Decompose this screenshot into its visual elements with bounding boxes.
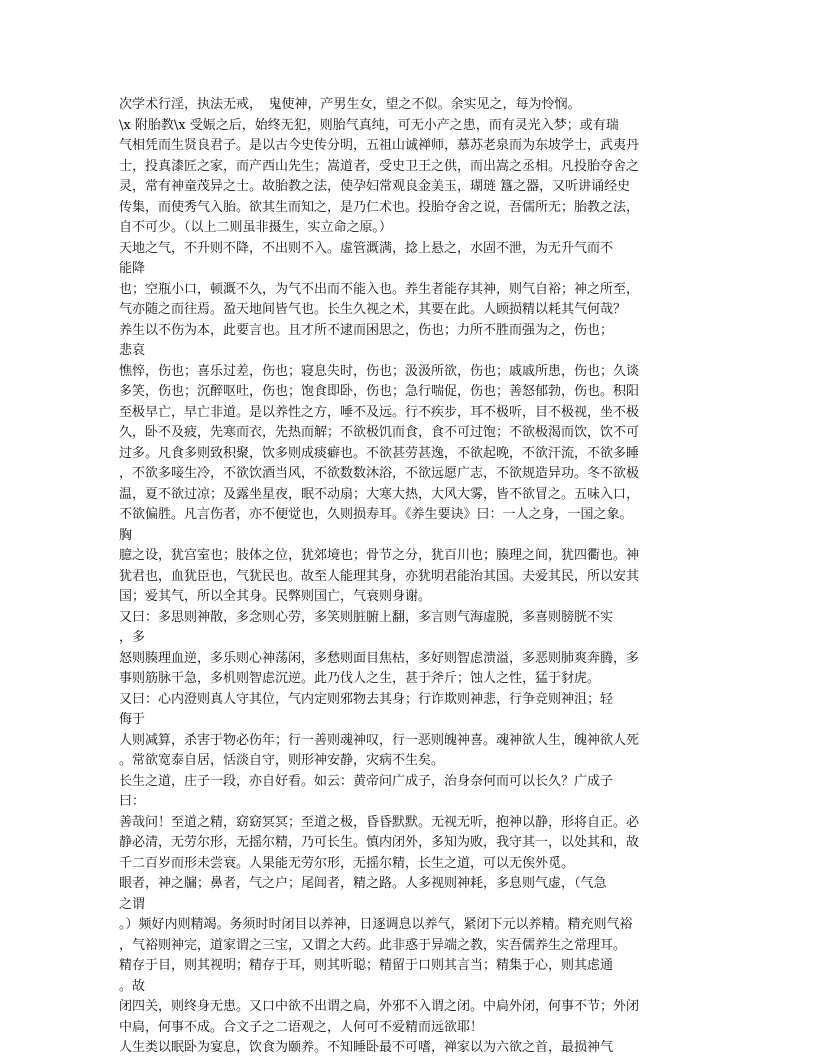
text-line: ，不欲多唼生冷，不欲饮酒当风，不欲数数沐浴，不欲远愿广志，不欲规造异功。冬不欲极 bbox=[119, 466, 640, 481]
text-line: 士，投真漆匠之家，而产西山先生；嵩道者，受史卫王之供，而出嵩之丞相。凡投胎夺舍之 bbox=[119, 158, 640, 174]
text-line: 曰： bbox=[119, 794, 146, 809]
text-line: 精存于目，则其视明；精存于耳，则其听聪；精留于口则其言当；精集于心，则其虑通 bbox=[119, 958, 614, 973]
text-line: ，多 bbox=[119, 630, 146, 645]
text-line: ，气裕则神完，道家谓之三宝，又谓之大药。此非惑于异端之教，实吾儒养生之常理耳。 bbox=[119, 937, 627, 953]
text-line: 不欲偏胜。凡言伤者，亦不便觉也，久则损寿耳。《养生要诀》曰：一人之身，一国之象。 bbox=[119, 507, 633, 522]
text-line: 静必清，无劳尔形，无摇尔精，乃可长生。慎内闭外，多知为败，我守其一，以处其和，故 bbox=[119, 835, 640, 850]
text-line: 灵，常有神童茂异之士。故胎教之法，使孕妇常观良金美玉，瑚琏 簋之器，又听讲诵经史 bbox=[119, 179, 631, 194]
text-line: 温，夏不欲过凉；及露坐星夜，眠不动扇；大寒大热，大风大雾，皆不欲冒之。五味入口， bbox=[119, 486, 640, 502]
text-line: 犹君也，血犹臣也，气犹民也。故至人能理其身，亦犹明君能治其国。夫爱其民，所以安其 bbox=[119, 568, 640, 584]
text-line: 长生之道，庄子一段，亦自好看。如云：黄帝问广成子，治身奈何而可以长久？广成子 bbox=[119, 773, 614, 789]
text-line: 传集，而使秀气入胎。欲其生而知之，是乃仁术也。投胎夺舍之说，吾儒所无；胎教之法， bbox=[119, 199, 640, 215]
text-line: 至极早亡，早亡非道。是以养性之方，唾不及远。行不疾步，耳不极听，目不极视，坐不极 bbox=[119, 404, 640, 420]
text-line: 次学术行淫，执法无戒， 鬼使神，产男生女，望之不似。余实见之，每为怜悯。 bbox=[119, 97, 581, 112]
text-line: 千二百岁而形未尝衰。人果能无劳尔形，无摇尔精，长生之道，可以无俟外觅。 bbox=[119, 855, 575, 871]
text-line: 又曰：心内澄则真人守其位，气内定则邪物去其身；行诈欺则神悲，行争竞则神沮；轻 bbox=[119, 691, 614, 707]
text-line: 悲哀 bbox=[119, 343, 146, 358]
text-line: \x 附胎教\x 受娠之后，始终无犯，则胎气真纯，可无小产之患，而有灵光入梦；或有瑞 bbox=[119, 117, 619, 133]
text-line: 臆之设，犹宫室也；肢体之位，犹郊境也；骨节之分，犹百川也；腠理之间，犹四衢也。神 bbox=[119, 548, 640, 563]
text-line: 中扃，何事不成。合文子之二语观之，人何可不爱精而远欲耶！ bbox=[119, 1019, 484, 1035]
text-line: 。故 bbox=[119, 978, 146, 994]
text-line: 又曰：多思则神散，多念则心劳，多笑则脏腑上翻，多言则气海虚脱，多喜则膀胱不实 bbox=[119, 609, 614, 625]
text-line: 自不可少。（以上二则虽非摄生，实立命之原。） bbox=[119, 220, 393, 235]
text-line: 国；爱其气，所以全其身。民弊则国亡，气衰则身谢。 bbox=[119, 589, 432, 604]
text-line: 善哉问！至道之精，窈窈冥冥；至道之极，昏昏默默。无视无听，抱神以静，形将自正。必 bbox=[119, 814, 640, 830]
text-line: 憔悴，伤也；喜乐过差，伤也；寝息失时，伤也；汲汲所欲，伤也；戚戚所患，伤也；久谈 bbox=[119, 363, 640, 379]
text-line: 人生类以眠卧为宴息，饮食为颐养。不知睡卧最不可嗜，禅家以为六欲之首，最损神气 bbox=[119, 1040, 614, 1055]
text-line: 事则筋脉干急，多机则智虑沉逆。此乃伐人之生，甚于斧斤；蚀人之性，猛于豺虎。 bbox=[119, 671, 601, 686]
text-line: 久，卧不及疲，先寒而衣，先热而解；不欲极饥而食，食不可过饱；不欲极渴而饮，饮不可 bbox=[119, 425, 640, 440]
text-line: 人则减算，杀害于物必伤年；行一善则魂神叹，行一恶则魄神喜。魂神欲人生，魄神欲人死 bbox=[119, 732, 640, 748]
text-line: 怒则腠理血逆，多乐则心神荡闲，多愁则面目焦枯，多好则智虑溃溢，多恶则肺爽奔腾，多 bbox=[119, 650, 640, 666]
text-line: 胸 bbox=[119, 527, 133, 543]
text-line: 。）频好内则精竭。务须时时闭目以养神，日逐调息以养气，紧闭下元以养精。精充则气裕 bbox=[119, 917, 633, 932]
text-line: 养生以不伤为本，此要言也。且才所不逮而困思之，伤也；力所不胜而强为之，伤也； bbox=[119, 322, 614, 338]
text-line: 天地之气，不升则不降，不出则不入。虚管溉满，捻上悬之，水固不泄，为无升气而不 bbox=[119, 240, 614, 256]
text-line: 气相凭而生贤良君子。是以古今史传分明，五祖山诚禅师，慕苏老泉而为东坡学士，武夷丹 bbox=[119, 138, 640, 153]
text-line: 过多。凡食多则致积聚，饮多则成痰癖也。不欲甚劳甚逸，不欲起晚，不欲汗流，不欲多睡 bbox=[119, 445, 640, 461]
text-line: 闭四关，则终身无患。又口中欲不出谓之扃，外邪不入谓之闭。中扃外闭，何事不节；外闭 bbox=[119, 999, 640, 1014]
text-line: 能降 bbox=[119, 261, 146, 276]
text-line: 之谓 bbox=[119, 896, 146, 912]
text-line: 。常欲宽泰自居，恬淡自守，则形神安静，灾病不生矣。 bbox=[119, 753, 445, 768]
text-line: 侮于 bbox=[119, 712, 146, 727]
text-line: 眼者，神之牖；鼻者，气之户；尾闾者，精之路。人多视则神耗，多息则气虚，（气急 bbox=[119, 876, 607, 891]
text-line: 多笑，伤也；沉醉呕吐，伤也；饱食即卧，伤也；急行喘促，伤也；善怒郁勃，伤也。积阳 bbox=[119, 384, 640, 399]
text-line: 气亦随之而往焉。盈天地间皆气也。长生久视之术，其要在此。人顾损精以耗其气何哉？ bbox=[119, 302, 627, 317]
text-line: 也；空瓶小口，顿溉不久，为气不出而不能入也。养生者能存其神，则气自裕；神之所至， bbox=[119, 281, 640, 297]
